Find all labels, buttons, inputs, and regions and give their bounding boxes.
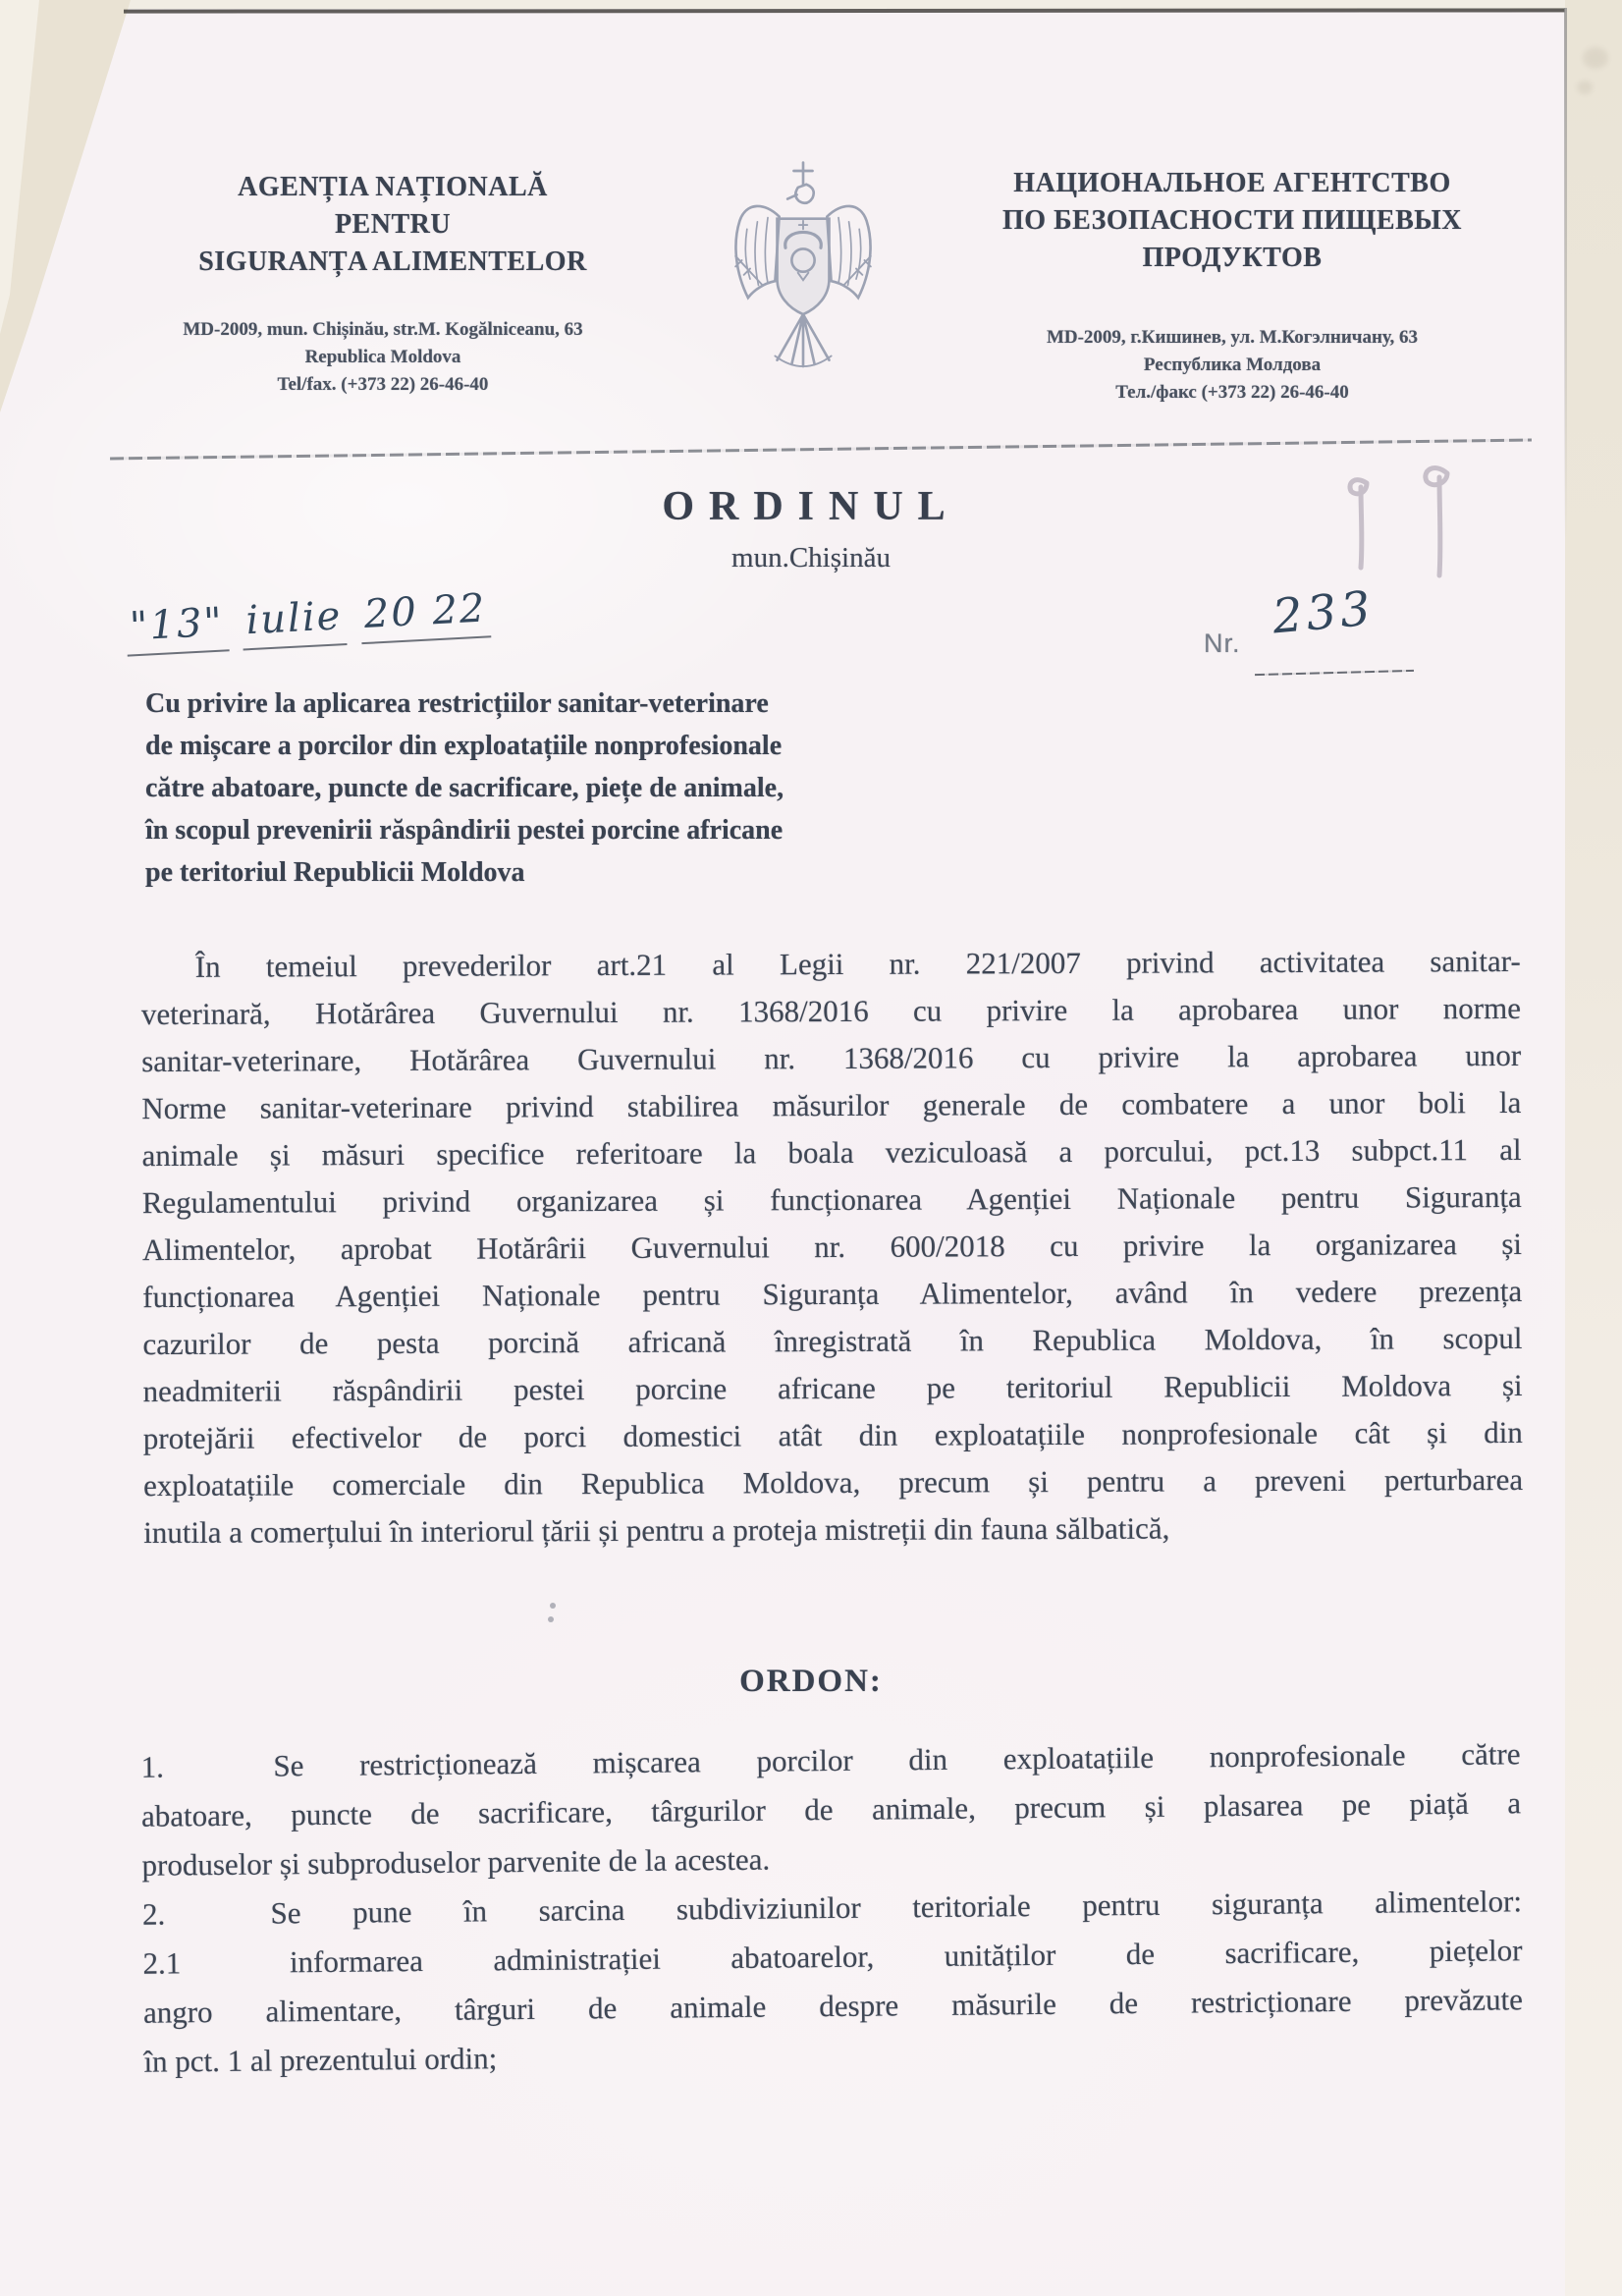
point-text: Se pune în sarcina subdiviziunilor teritoriale pentru siguranța alimentelor: <box>270 1884 1523 1931</box>
faint-ink-mark <box>1341 469 1377 577</box>
agency-address-ro <box>118 316 648 399</box>
agency-name-ru-line: НАЦИОНАЛЬНОЕ АГЕНТСТВО <box>1013 168 1451 198</box>
agency-address-ro-line: Republica Moldova <box>304 347 461 367</box>
scan-smudge <box>1577 81 1593 94</box>
agency-name-ro-line: PENTRU <box>334 209 452 240</box>
preamble-line: sanitar-veterinare, Hotărârea Guvernului nr. 1368/2016 cu privire la aprobarea unor <box>141 1037 1522 1079</box>
agency-name-ru <box>933 165 1532 277</box>
agency-address-ru-line: Тел./факс (+373 22) 26-46-40 <box>1115 382 1349 403</box>
point-number: 1. <box>140 1749 165 1784</box>
point-line: în pct. 1 al prezentului ordin; <box>143 2041 498 2079</box>
preamble-line: animale și măsuri specifice referitoare la boala veziculoasă a porcului, pct.13 subpct.11 al <box>141 1131 1522 1174</box>
agency-name-ro-line: SIGURANȚA ALIMENTELOR <box>198 246 587 277</box>
preamble-line: funcționarea Agenției Naționale pentru Siguranța Alimentelor, având în vedere prezența <box>142 1273 1523 1315</box>
point-text: Se restricționează mișcarea porcilor din exploatațiile nonprofesionale către <box>273 1736 1521 1783</box>
point-line: abatoare, puncte de sacrificare, târgurilor de animale, precum și plasarea pe piață a <box>140 1785 1522 1833</box>
ink-speck <box>550 1603 556 1609</box>
preamble-line: Norme sanitar-veterinare privind stabilirea măsurilor generale de combatere a unor boli la <box>141 1084 1522 1126</box>
agency-name-ru-line: ПРОДУКТОВ <box>1142 243 1323 273</box>
header-separator-line <box>110 439 1532 461</box>
preamble-line: neadmiterii răspândirii pestei porcine africane pe teritoriul Republicii Moldova și <box>142 1367 1523 1409</box>
cross-icon <box>793 163 812 186</box>
subject-line: către abatoare, puncte de sacrificare, piețe de animale, <box>145 773 784 803</box>
preamble-line: Regulamentului privind organizarea și funcționarea Agenției Naționale pentru Siguranța <box>141 1178 1522 1221</box>
scan-smudge <box>1583 47 1608 69</box>
preamble-line: În temeiul prevederilor art.21 al Legii nr. 221/2007 privind activitatea sanitar- <box>194 943 1521 984</box>
agency-address-ru <box>933 324 1532 407</box>
point-number: 2. <box>141 1896 166 1932</box>
preamble-paragraph <box>141 938 1524 1557</box>
number-label: Nr. <box>1204 629 1241 658</box>
subject-line: de mișcare a porcilor din exploatațiile nonprofesionale <box>145 731 783 761</box>
subject-line: în scopul prevenirii răspândirii pestei porcine africane <box>145 815 784 846</box>
preamble-line: veterinară, Hotărârea Guvernului nr. 1368/2016 cu privire la aprobarea unor norme <box>140 990 1522 1032</box>
handwritten-date <box>125 585 491 649</box>
ordon-heading: ORDON: <box>739 1664 883 1699</box>
preamble-line: inutila a comerțului în interiorul țării și pentru a proteja mistreții din fauna sălbatică, <box>143 1510 1170 1551</box>
preamble-line: cazurilor de pesta porcină africană înregistrată în Republica Moldova, în scopul <box>142 1320 1523 1362</box>
subject-block <box>145 683 1029 894</box>
agency-name-ru-line: ПО БЕЗОПАСНОСТИ ПИЩЕВЫХ <box>1002 205 1462 236</box>
subject-line: pe teritoriul Republicii Moldova <box>145 857 525 888</box>
agency-address-ro-line: MD-2009, mun. Chișinău, str.M. Kogălniceanu, 63 <box>183 319 583 340</box>
number-underline <box>1255 670 1414 676</box>
agency-name-ro <box>137 169 648 281</box>
preamble-line: Alimentelor, aprobat Hotărârii Guvernului nr. 600/2018 cu privire la organizarea și <box>141 1226 1523 1268</box>
page-top-edge-shadow <box>124 8 1622 13</box>
preamble-line: protejării efectivelor de porci domestici atât din exploatațiile nonprofesionale cât și din <box>142 1414 1523 1456</box>
moldova-coat-of-arms-emblem <box>715 155 892 381</box>
faint-ink-mark <box>1418 458 1457 585</box>
point-text: informarea administrației abatoarelor, unităților de sacrificare, piețelor <box>289 1933 1523 1980</box>
preamble-line: exploatațiile comerciale din Republica Moldova, precum și pentru a preveni perturbarea <box>142 1461 1524 1503</box>
ink-speck <box>548 1616 554 1622</box>
handwritten-year: 20 22 <box>359 585 492 644</box>
agency-address-ru-line: Республика Молдова <box>1143 355 1322 375</box>
handwritten-day: "13" <box>125 599 229 656</box>
scan-right-margin <box>1565 0 1622 2296</box>
agency-name-ro-line: AGENȚIA NAȚIONALĂ <box>238 172 548 202</box>
agency-address-ro-line: Tel/fax. (+373 22) 26-46-40 <box>277 374 489 395</box>
document-title: ORDINUL <box>662 484 960 529</box>
handwritten-order-number: 233 <box>1270 580 1377 645</box>
subject-line: Cu privire la aplicarea restricțiilor sanitar-veterinare <box>145 688 769 719</box>
point-line: produselor și subproduselor parvenite de la acestea. <box>141 1841 771 1883</box>
page-right-edge-shadow <box>1564 8 1567 538</box>
point-number: 2.1 <box>142 1945 182 1981</box>
order-points <box>140 1729 1523 2086</box>
document-city: mun.Chișinău <box>731 542 891 574</box>
point-line: angro alimentare, târguri de animale despre măsurile de restricționare prevăzute <box>142 1982 1524 2030</box>
handwritten-month: iulie <box>241 593 347 650</box>
agency-address-ru-line: MD-2009, г.Кишинев, ул. М.Когэлничану, 63 <box>1046 327 1419 348</box>
